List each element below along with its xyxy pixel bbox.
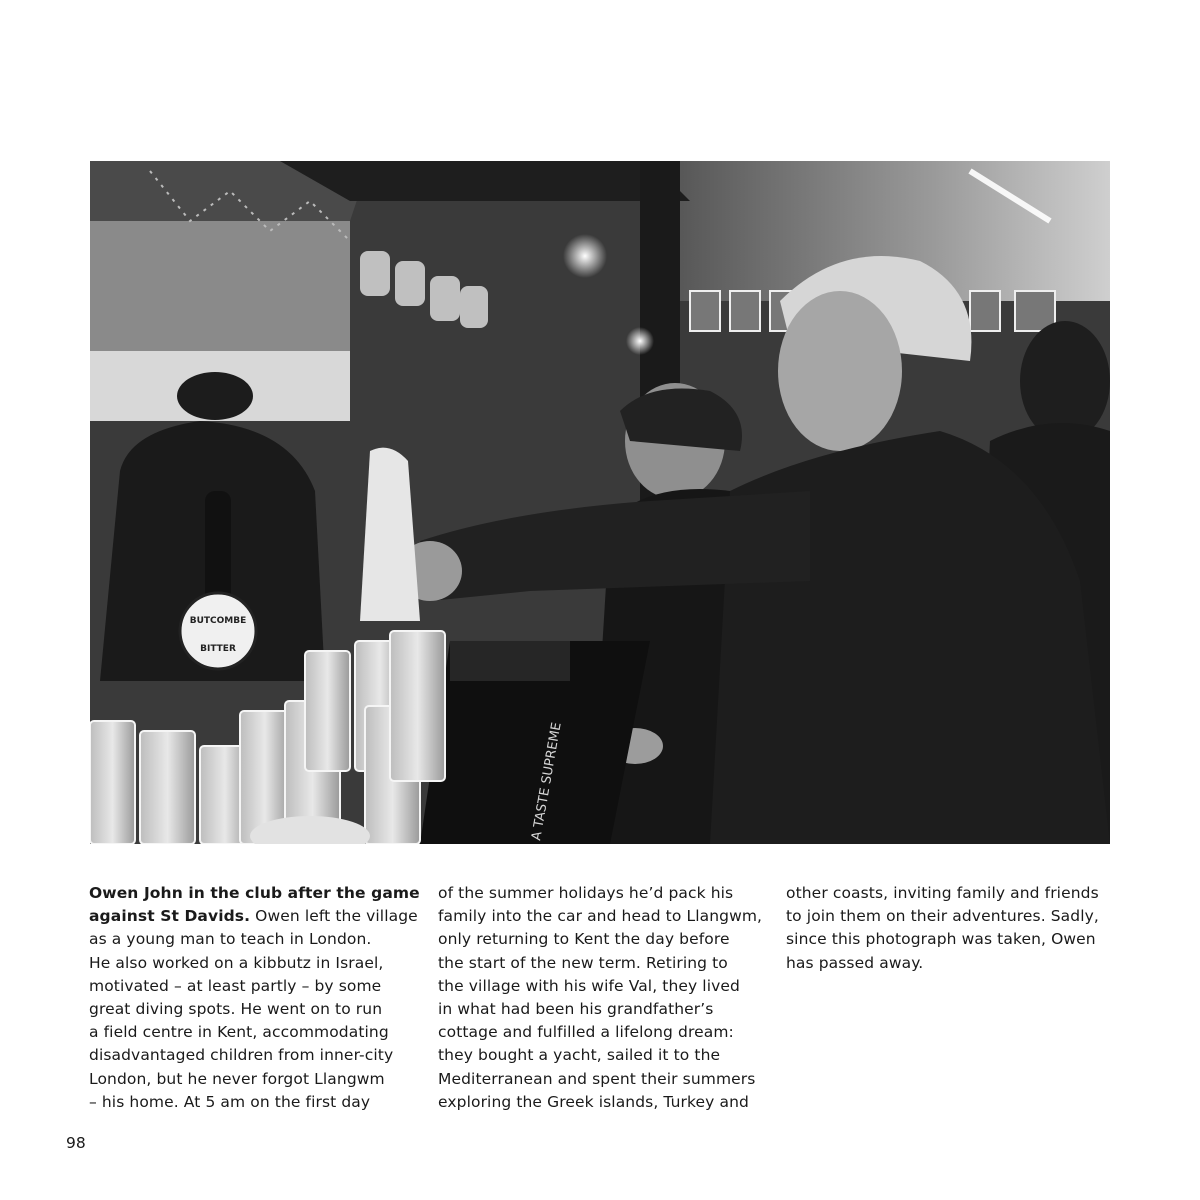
pump-clip-style: BITTER [200, 644, 236, 654]
caption-line: motivated – at least partly – by some [89, 976, 382, 995]
caption-line: great diving spots. He went on to run [89, 1000, 383, 1019]
caption-line [89, 905, 419, 928]
caption-line: the start of the new term. Retiring to [438, 953, 728, 972]
caption-line: as a young man to teach in London. [89, 930, 372, 949]
caption-line: to join them on their adventures. Sadly, [786, 907, 1099, 926]
caption-line: has passed away. [786, 953, 924, 972]
caption-column-2 [438, 882, 768, 1114]
caption-line: exploring the Greek islands, Turkey and [438, 1092, 749, 1111]
caption-line [89, 882, 419, 905]
caption-line: Mediterranean and spent their summers [438, 1069, 756, 1088]
caption-line: the village with his wife Val, they lived [438, 976, 740, 995]
caption-text: Owen left the village [250, 907, 418, 926]
bar-photograph [90, 161, 1110, 844]
caption-line: cottage and fulfilled a lifelong dream: [438, 1023, 734, 1042]
caption-line: He also worked on a kibbutz in Israel, [89, 953, 384, 972]
caption-line: since this photograph was taken, Owen [786, 930, 1096, 949]
caption-line: of the summer holidays he’d pack his [438, 884, 734, 902]
pump-clip-brand: BUTCOMBE [189, 616, 247, 626]
caption-title-continued: against St Davids. [89, 907, 251, 926]
caption-column-1 [89, 882, 419, 1114]
caption-title: Owen John in the club after the game [89, 884, 420, 902]
caption-line: in what had been his grandfather’s [438, 1000, 714, 1019]
caption-line: – his home. At 5 am on the first day [89, 1092, 371, 1111]
caption-line: London, but he never forgot Llangwm [89, 1069, 385, 1088]
caption-line: a field centre in Kent, accommodating [89, 1023, 389, 1042]
caption-line: they bought a yacht, sailed it to the [438, 1046, 721, 1065]
page-number: 98 [66, 1134, 86, 1152]
bar-mat-text: A TASTE SUPREME [529, 721, 565, 842]
caption-column-3 [786, 882, 1116, 975]
caption-line: disadvantaged children from inner-city [89, 1046, 394, 1065]
caption-line: other coasts, inviting family and friends [786, 884, 1099, 902]
caption-line: only returning to Kent the day before [438, 930, 730, 949]
photo-illustration [90, 161, 1110, 844]
caption-line: family into the car and head to Llangwm, [438, 907, 763, 926]
